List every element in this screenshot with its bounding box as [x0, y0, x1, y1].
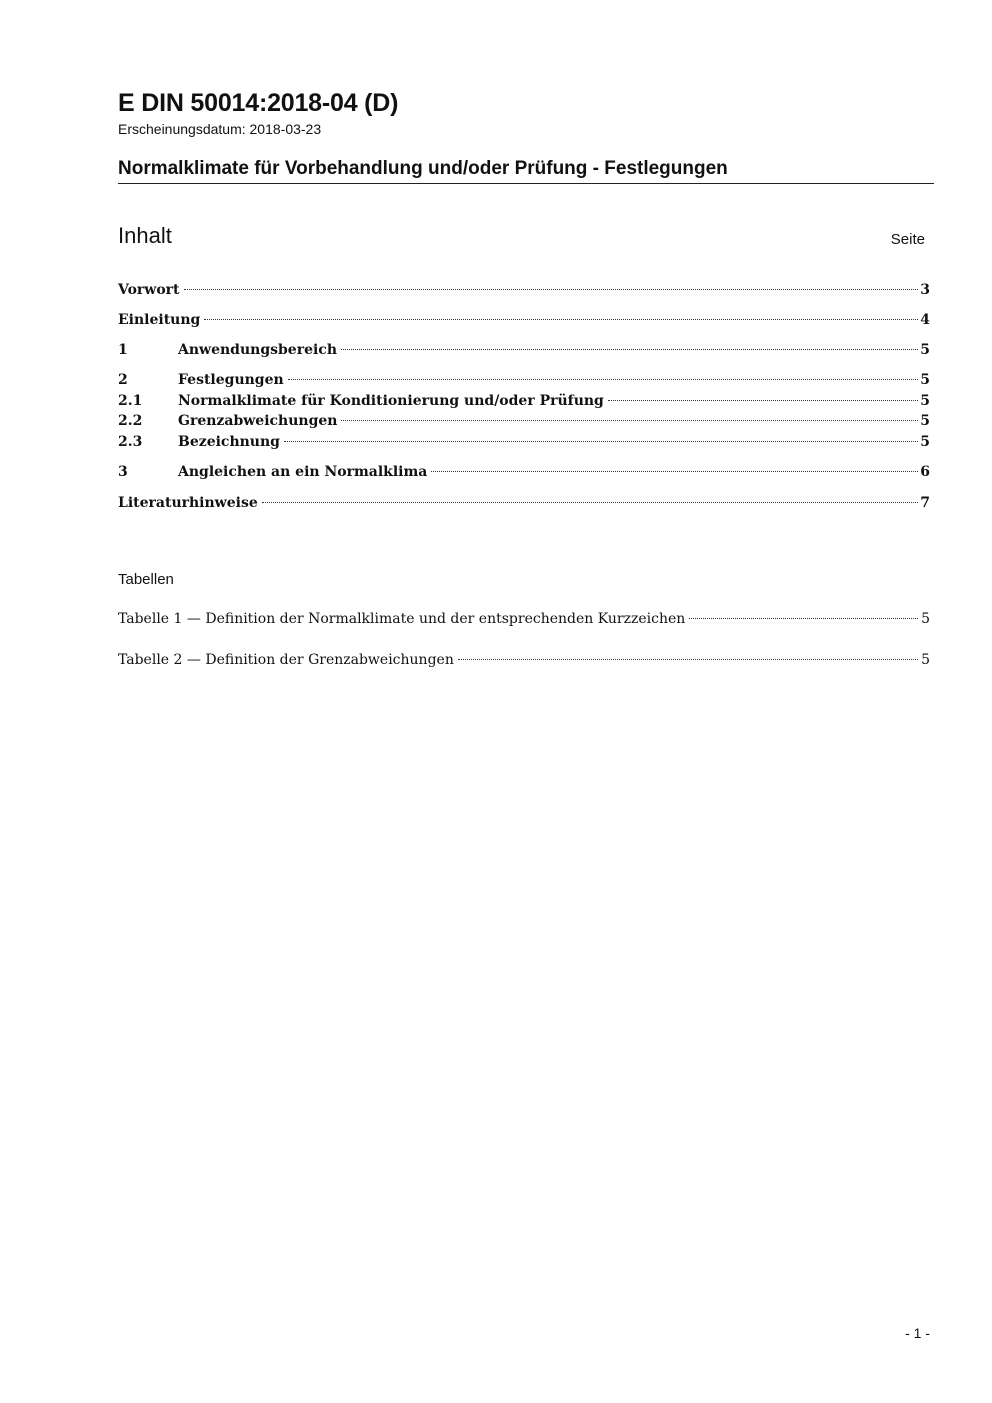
- toc-dot-leader: [341, 349, 918, 350]
- toc-entry-text: Angleichen an ein Normalklima: [178, 464, 428, 480]
- tables-entry-text: Tabelle 1 — Definition der Normalklimate und der entsprechenden Kurzzeichen: [118, 611, 686, 627]
- toc-entry-text: Literaturhinweise: [118, 495, 258, 511]
- tables-entry-2[interactable]: [118, 650, 930, 670]
- toc-dot-leader: [608, 400, 918, 401]
- toc-entry-section-3[interactable]: [118, 462, 930, 482]
- toc-dot-leader: [262, 502, 918, 503]
- toc-entry-number: 3: [118, 464, 128, 480]
- toc-entry-vorwort[interactable]: [118, 280, 930, 300]
- toc-heading: Inhalt: [118, 223, 172, 248]
- toc-dot-leader: [284, 441, 918, 442]
- toc-dot-leader: [431, 471, 918, 472]
- tables-entry-page: 5: [921, 652, 930, 668]
- toc-entry-text: Vorwort: [118, 282, 180, 298]
- toc-entry-number: 2.3: [118, 434, 143, 450]
- toc-dot-leader: [689, 618, 918, 619]
- toc-entry-page: 5: [920, 372, 930, 388]
- toc-entry-page: 5: [920, 434, 930, 450]
- toc-entry-section-2-2[interactable]: [118, 411, 930, 431]
- tables-entry-page: 5: [921, 611, 930, 627]
- toc-dot-leader: [204, 319, 918, 320]
- toc-entry-number: 2.2: [118, 413, 143, 429]
- tables-heading: Tabellen: [118, 571, 174, 588]
- toc-entry-text: Bezeichnung: [178, 434, 280, 450]
- toc-entry-page: 5: [920, 413, 930, 429]
- toc-entry-text: Einleitung: [118, 312, 201, 328]
- publication-date: Erscheinungsdatum: 2018-03-23: [118, 121, 322, 137]
- toc-entry-section-2-1[interactable]: [118, 391, 930, 411]
- toc-entry-section-2-3[interactable]: [118, 432, 930, 452]
- toc-entry-text: Anwendungsbereich: [178, 342, 337, 358]
- toc-entry-section-2[interactable]: [118, 370, 930, 390]
- toc-entry-text: Grenzabweichungen: [178, 413, 338, 429]
- toc-entry-page: 3: [920, 282, 930, 298]
- toc-dot-leader: [288, 379, 918, 380]
- toc-dot-leader: [184, 289, 918, 290]
- toc-entry-page: 5: [920, 342, 930, 358]
- document-title: Normalklimate für Vorbehandlung und/oder Prüfung - Festlegungen: [118, 158, 728, 179]
- toc-entry-section-1[interactable]: [118, 340, 930, 360]
- tables-entry-1[interactable]: [118, 609, 930, 629]
- toc-entry-page: 5: [920, 393, 930, 409]
- tables-entry-text: Tabelle 2 — Definition der Grenzabweichungen: [118, 652, 454, 668]
- toc-dot-leader: [341, 420, 918, 421]
- toc-entry-einleitung[interactable]: [118, 310, 930, 330]
- toc-dot-leader: [458, 659, 918, 660]
- toc-entry-page: 7: [920, 495, 930, 511]
- toc-entry-page: 6: [920, 464, 930, 480]
- toc-entry-page: 4: [920, 312, 930, 328]
- toc-entry-literaturhinweise[interactable]: [118, 493, 930, 513]
- title-divider: [118, 183, 934, 184]
- toc-entry-text: Festlegungen: [178, 372, 284, 388]
- toc-entry-number: 2: [118, 372, 128, 388]
- toc-page-column-label: Seite: [890, 231, 925, 248]
- toc-entry-number: 2.1: [118, 393, 143, 409]
- toc-entry-number: 1: [118, 342, 128, 358]
- toc-entry-text: Normalklimate für Konditionierung und/oder Prüfung: [178, 393, 604, 409]
- page-number: - 1 -: [905, 1325, 930, 1341]
- document-id: E DIN 50014:2018-04 (D): [118, 89, 399, 117]
